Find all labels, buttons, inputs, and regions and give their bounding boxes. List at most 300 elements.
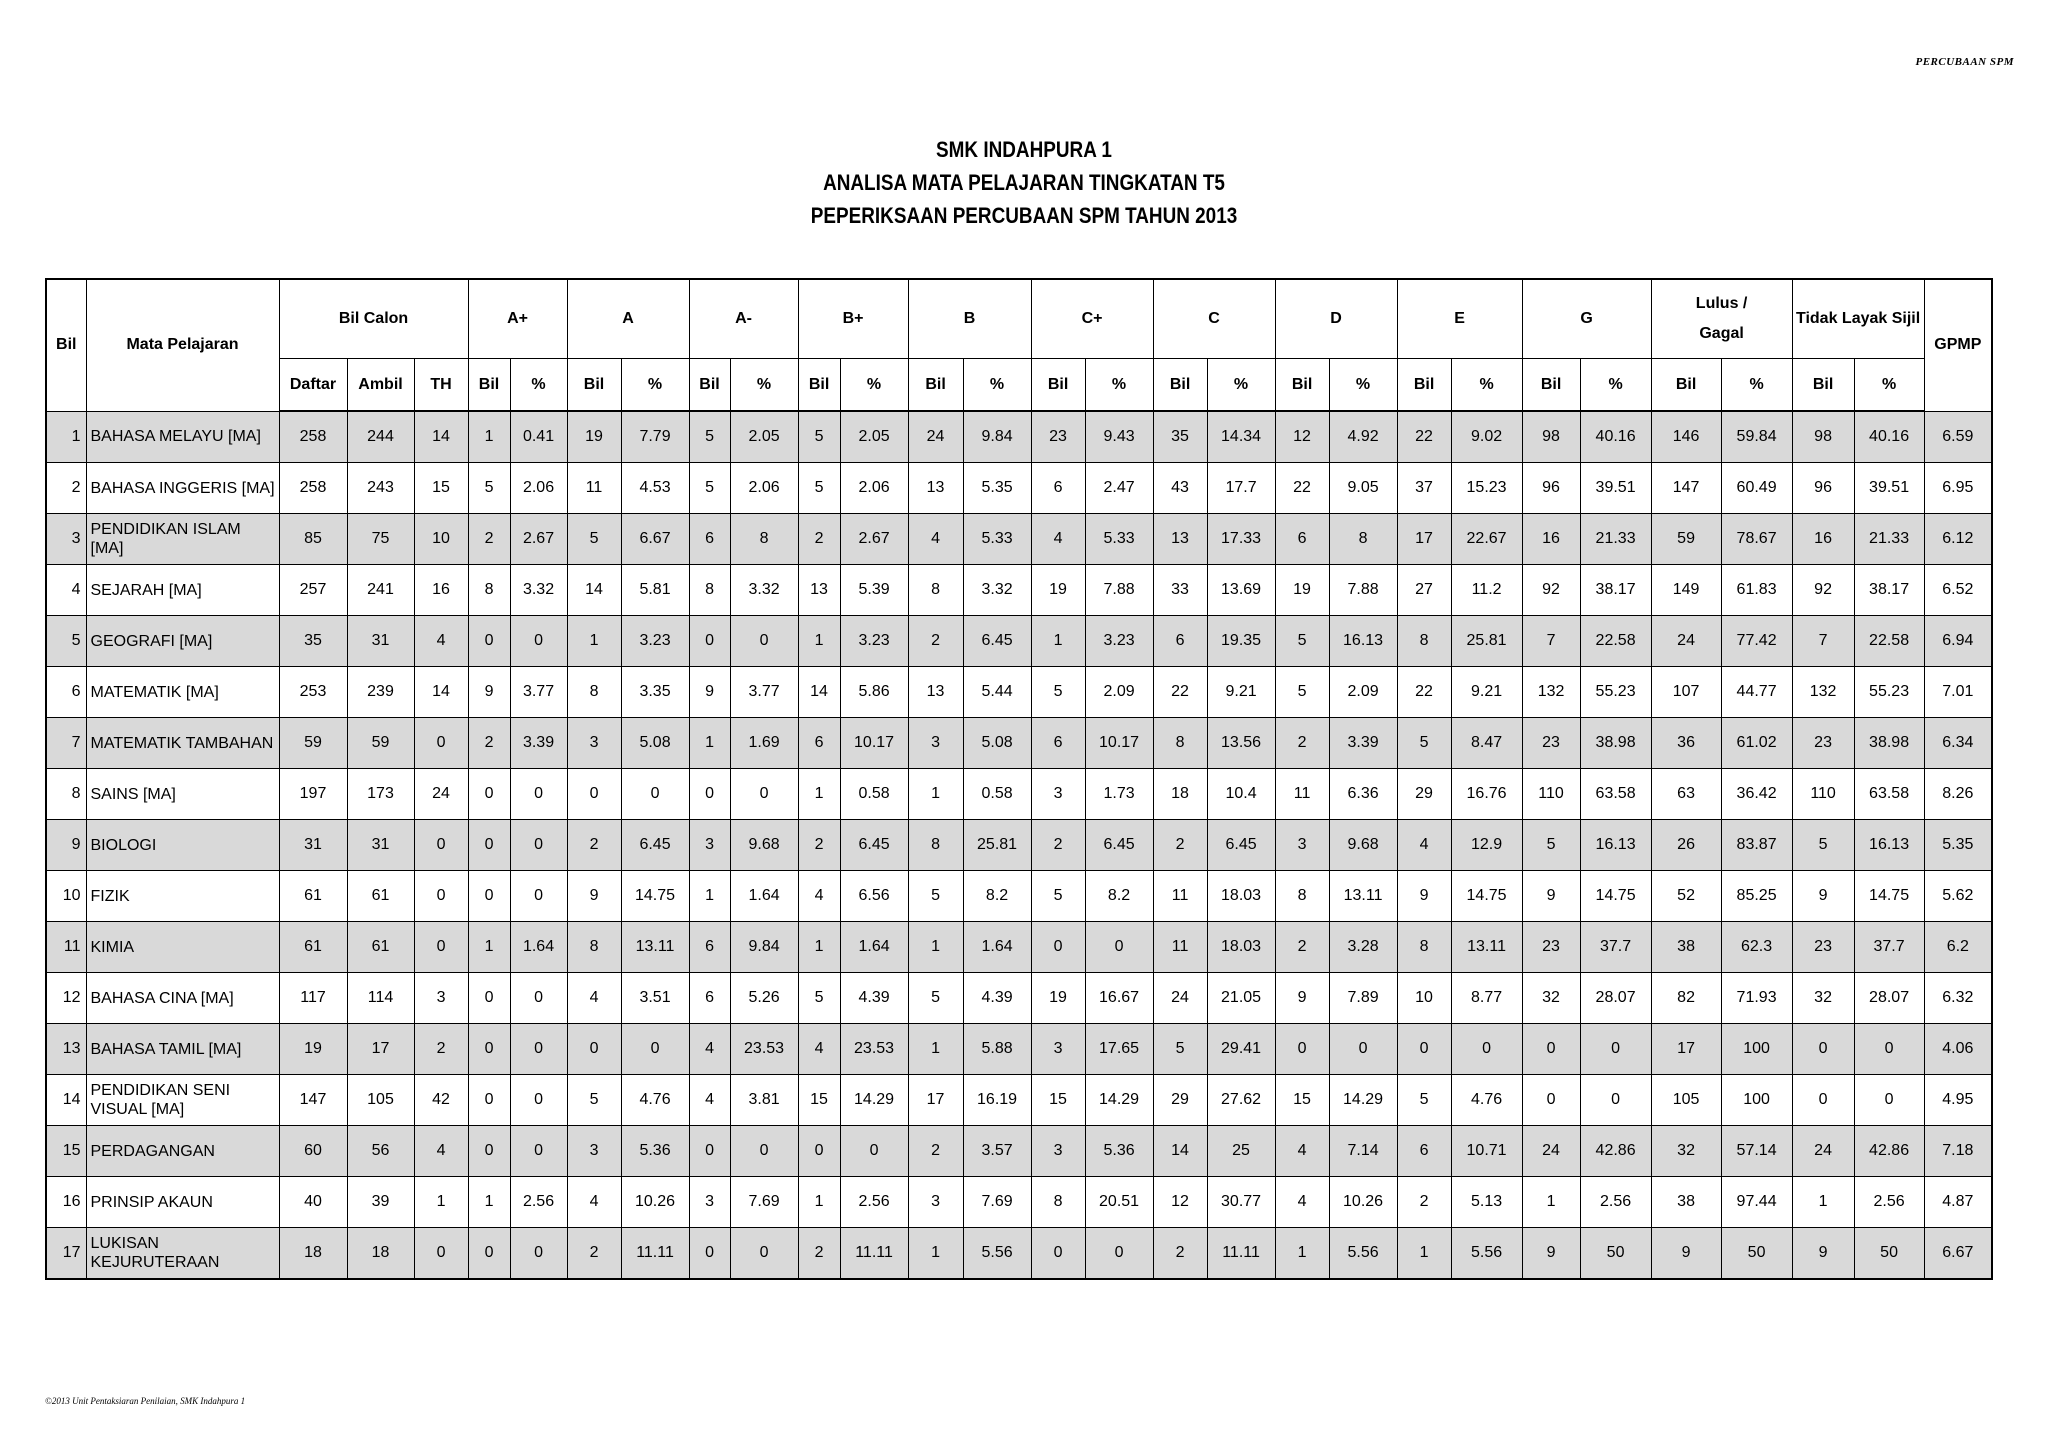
- value-cell: 3.23: [840, 616, 908, 667]
- value-cell: 13.56: [1207, 718, 1275, 769]
- value-cell: 6.45: [621, 820, 689, 871]
- value-cell: 32: [1792, 973, 1854, 1024]
- value-cell: 59: [347, 718, 414, 769]
- value-cell: 2.56: [840, 1177, 908, 1228]
- value-cell: 5: [1397, 718, 1451, 769]
- gpmp-cell: 7.01: [1924, 667, 1992, 718]
- value-cell: 2: [1397, 1177, 1451, 1228]
- value-cell: 96: [1522, 463, 1580, 514]
- sub-pct-header: %: [1207, 359, 1275, 412]
- value-cell: 16: [414, 565, 468, 616]
- value-cell: 0: [1522, 1024, 1580, 1075]
- value-cell: 8: [1329, 514, 1397, 565]
- value-cell: 13.11: [1329, 871, 1397, 922]
- table-body: [46, 411, 1992, 1279]
- value-cell: 18.03: [1207, 871, 1275, 922]
- value-cell: 2: [1031, 820, 1085, 871]
- value-cell: 13: [908, 667, 963, 718]
- value-cell: 25: [1207, 1126, 1275, 1177]
- table-row: [46, 1075, 1992, 1126]
- value-cell: 0: [414, 871, 468, 922]
- value-cell: 110: [1792, 769, 1854, 820]
- value-cell: 71.93: [1721, 973, 1792, 1024]
- value-cell: 2.67: [840, 514, 908, 565]
- value-cell: 6: [1031, 718, 1085, 769]
- subject-name-cell: BAHASA MELAYU [MA]: [86, 411, 279, 463]
- value-cell: 0: [730, 1228, 798, 1280]
- value-cell: 257: [279, 565, 347, 616]
- value-cell: 6.45: [963, 616, 1031, 667]
- value-cell: 17: [1397, 514, 1451, 565]
- value-cell: 7.14: [1329, 1126, 1397, 1177]
- value-cell: 78.67: [1721, 514, 1792, 565]
- value-cell: 2: [1153, 820, 1207, 871]
- value-cell: 23: [1792, 718, 1854, 769]
- value-cell: 0: [510, 1024, 567, 1075]
- value-cell: 59.84: [1721, 411, 1792, 463]
- table-row: [46, 769, 1992, 820]
- grade-header: A: [567, 279, 689, 359]
- value-cell: 3.23: [621, 616, 689, 667]
- value-cell: 110: [1522, 769, 1580, 820]
- subject-name-cell: PERDAGANGAN: [86, 1126, 279, 1177]
- value-cell: 2.67: [510, 514, 567, 565]
- value-cell: 29.41: [1207, 1024, 1275, 1075]
- value-cell: 2.09: [1329, 667, 1397, 718]
- value-cell: 5.56: [963, 1228, 1031, 1280]
- value-cell: 52: [1651, 871, 1721, 922]
- value-cell: 19: [1031, 973, 1085, 1024]
- value-cell: 85.25: [1721, 871, 1792, 922]
- value-cell: 0: [1031, 1228, 1085, 1280]
- sub-pct-header: %: [730, 359, 798, 412]
- lulus-gagal-header: [1651, 279, 1792, 359]
- row-number-cell: 11: [46, 922, 86, 973]
- value-cell: 0: [468, 973, 510, 1024]
- value-cell: 5.56: [1451, 1228, 1522, 1280]
- value-cell: 14: [798, 667, 840, 718]
- value-cell: 2.06: [840, 463, 908, 514]
- sub-pct-header: %: [1085, 359, 1153, 412]
- value-cell: 14.29: [840, 1075, 908, 1126]
- value-cell: 1: [689, 871, 730, 922]
- value-cell: 43: [1153, 463, 1207, 514]
- gpmp-cell: 6.94: [1924, 616, 1992, 667]
- value-cell: 10: [414, 514, 468, 565]
- value-cell: 15: [798, 1075, 840, 1126]
- value-cell: 40: [279, 1177, 347, 1228]
- value-cell: 9: [567, 871, 621, 922]
- subject-name-cell: MATEMATIK [MA]: [86, 667, 279, 718]
- value-cell: 0: [510, 1075, 567, 1126]
- value-cell: 5: [798, 463, 840, 514]
- value-cell: 8: [468, 565, 510, 616]
- gpmp-cell: 4.95: [1924, 1075, 1992, 1126]
- value-cell: 36.42: [1721, 769, 1792, 820]
- value-cell: 62.3: [1721, 922, 1792, 973]
- value-cell: 42: [414, 1075, 468, 1126]
- value-cell: 32: [1522, 973, 1580, 1024]
- value-cell: 0: [1522, 1075, 1580, 1126]
- value-cell: 21.05: [1207, 973, 1275, 1024]
- ambil-header: Ambil: [347, 359, 414, 412]
- value-cell: 38.17: [1580, 565, 1651, 616]
- value-cell: 132: [1522, 667, 1580, 718]
- subject-name-cell: SAINS [MA]: [86, 769, 279, 820]
- value-cell: 11.2: [1451, 565, 1522, 616]
- value-cell: 239: [347, 667, 414, 718]
- value-cell: 31: [347, 820, 414, 871]
- value-cell: 0: [414, 718, 468, 769]
- value-cell: 60: [279, 1126, 347, 1177]
- value-cell: 4.76: [621, 1075, 689, 1126]
- bil-header: Bil: [46, 279, 86, 411]
- gpmp-cell: 6.67: [1924, 1228, 1992, 1280]
- value-cell: 18.03: [1207, 922, 1275, 973]
- value-cell: 9.68: [1329, 820, 1397, 871]
- value-cell: 16.67: [1085, 973, 1153, 1024]
- value-cell: 5: [798, 411, 840, 463]
- value-cell: 4: [1275, 1126, 1329, 1177]
- value-cell: 98: [1522, 411, 1580, 463]
- value-cell: 50: [1854, 1228, 1924, 1280]
- grade-header: A-: [689, 279, 798, 359]
- value-cell: 97.44: [1721, 1177, 1792, 1228]
- value-cell: 2.56: [1580, 1177, 1651, 1228]
- value-cell: 0: [510, 769, 567, 820]
- value-cell: 4: [908, 514, 963, 565]
- value-cell: 6: [689, 973, 730, 1024]
- value-cell: 39.51: [1580, 463, 1651, 514]
- value-cell: 2.06: [730, 463, 798, 514]
- table-row: [46, 616, 1992, 667]
- value-cell: 24: [1792, 1126, 1854, 1177]
- analysis-title: ANALISA MATA PELAJARAN TINGKATAN T5: [823, 170, 1225, 195]
- value-cell: 9: [1275, 973, 1329, 1024]
- value-cell: 114: [347, 973, 414, 1024]
- value-cell: 14: [567, 565, 621, 616]
- gpmp-cell: 6.59: [1924, 411, 1992, 463]
- value-cell: 8.2: [1085, 871, 1153, 922]
- value-cell: 253: [279, 667, 347, 718]
- value-cell: 0.41: [510, 411, 567, 463]
- value-cell: 4: [689, 1024, 730, 1075]
- value-cell: 17: [1651, 1024, 1721, 1075]
- value-cell: 258: [279, 411, 347, 463]
- value-cell: 14.75: [1854, 871, 1924, 922]
- value-cell: 61.02: [1721, 718, 1792, 769]
- value-cell: 12: [1275, 411, 1329, 463]
- value-cell: 14.75: [1580, 871, 1651, 922]
- value-cell: 2: [798, 514, 840, 565]
- table-row: [46, 667, 1992, 718]
- value-cell: 9.21: [1207, 667, 1275, 718]
- value-cell: 8: [567, 922, 621, 973]
- value-cell: 24: [414, 769, 468, 820]
- value-cell: 27: [1397, 565, 1451, 616]
- value-cell: 10.71: [1451, 1126, 1522, 1177]
- value-cell: 3: [689, 1177, 730, 1228]
- value-cell: 9: [1792, 1228, 1854, 1280]
- gpmp-cell: 6.34: [1924, 718, 1992, 769]
- value-cell: 2: [908, 1126, 963, 1177]
- value-cell: 7.88: [1085, 565, 1153, 616]
- value-cell: 5: [908, 871, 963, 922]
- subject-name-cell: BAHASA TAMIL [MA]: [86, 1024, 279, 1075]
- value-cell: 7.69: [963, 1177, 1031, 1228]
- value-cell: 0: [510, 820, 567, 871]
- grade-header: E: [1397, 279, 1522, 359]
- row-number-cell: 7: [46, 718, 86, 769]
- value-cell: 5.39: [840, 565, 908, 616]
- value-cell: 4.53: [621, 463, 689, 514]
- value-cell: 23.53: [840, 1024, 908, 1075]
- value-cell: 12: [1153, 1177, 1207, 1228]
- value-cell: 0: [468, 1024, 510, 1075]
- school-title: SMK INDAHPURA 1: [936, 137, 1112, 162]
- value-cell: 37: [1397, 463, 1451, 514]
- value-cell: 5: [689, 411, 730, 463]
- value-cell: 5.81: [621, 565, 689, 616]
- row-number-cell: 1: [46, 411, 86, 463]
- subject-name-cell: SEJARAH [MA]: [86, 565, 279, 616]
- value-cell: 5: [1792, 820, 1854, 871]
- value-cell: 1: [1397, 1228, 1451, 1280]
- value-cell: 0: [414, 820, 468, 871]
- value-cell: 17: [908, 1075, 963, 1126]
- value-cell: 63.58: [1580, 769, 1651, 820]
- row-number-cell: 8: [46, 769, 86, 820]
- gpmp-cell: 5.62: [1924, 871, 1992, 922]
- value-cell: 4: [1275, 1177, 1329, 1228]
- table-row: [46, 463, 1992, 514]
- gpmp-cell: 6.2: [1924, 922, 1992, 973]
- value-cell: 0: [1031, 922, 1085, 973]
- value-cell: 3.23: [1085, 616, 1153, 667]
- value-cell: 5: [1275, 667, 1329, 718]
- sub-pct-header: %: [1580, 359, 1651, 412]
- value-cell: 42.86: [1854, 1126, 1924, 1177]
- table-row: [46, 871, 1992, 922]
- table-header: [46, 279, 1992, 411]
- value-cell: 0: [730, 616, 798, 667]
- daftar-header: Daftar: [279, 359, 347, 412]
- value-cell: 5.26: [730, 973, 798, 1024]
- value-cell: 5: [1031, 667, 1085, 718]
- value-cell: 14.29: [1085, 1075, 1153, 1126]
- value-cell: 3: [689, 820, 730, 871]
- value-cell: 0: [468, 1126, 510, 1177]
- value-cell: 11: [1153, 871, 1207, 922]
- table-row: [46, 565, 1992, 616]
- value-cell: 173: [347, 769, 414, 820]
- subject-name-cell: BAHASA CINA [MA]: [86, 973, 279, 1024]
- value-cell: 0: [1854, 1024, 1924, 1075]
- value-cell: 2: [468, 514, 510, 565]
- value-cell: 5.56: [1329, 1228, 1397, 1280]
- value-cell: 6.45: [1085, 820, 1153, 871]
- value-cell: 7.79: [621, 411, 689, 463]
- value-cell: 8: [908, 820, 963, 871]
- value-cell: 55.23: [1580, 667, 1651, 718]
- subject-name-cell: PENDIDIKAN ISLAM [MA]: [86, 514, 279, 565]
- value-cell: 17.7: [1207, 463, 1275, 514]
- value-cell: 7: [1792, 616, 1854, 667]
- value-cell: 6.45: [840, 820, 908, 871]
- value-cell: 0: [621, 769, 689, 820]
- value-cell: 3: [1275, 820, 1329, 871]
- value-cell: 29: [1153, 1075, 1207, 1126]
- value-cell: 0: [510, 1126, 567, 1177]
- table-row: [46, 1228, 1992, 1280]
- subject-header: Mata Pelajaran: [86, 279, 279, 411]
- value-cell: 9: [1792, 871, 1854, 922]
- gpmp-cell: 6.12: [1924, 514, 1992, 565]
- value-cell: 1: [1031, 616, 1085, 667]
- value-cell: 5: [1031, 871, 1085, 922]
- value-cell: 11: [1153, 922, 1207, 973]
- value-cell: 105: [347, 1075, 414, 1126]
- value-cell: 3.28: [1329, 922, 1397, 973]
- value-cell: 0: [1854, 1075, 1924, 1126]
- value-cell: 13.11: [621, 922, 689, 973]
- grade-header: C+: [1031, 279, 1153, 359]
- value-cell: 3: [908, 718, 963, 769]
- value-cell: 1: [908, 1024, 963, 1075]
- value-cell: 9.84: [963, 411, 1031, 463]
- value-cell: 61.83: [1721, 565, 1792, 616]
- sub-pct-header: %: [510, 359, 567, 412]
- value-cell: 2.56: [510, 1177, 567, 1228]
- value-cell: 37.7: [1854, 922, 1924, 973]
- value-cell: 23.53: [730, 1024, 798, 1075]
- value-cell: 2.06: [510, 463, 567, 514]
- value-cell: 61: [347, 922, 414, 973]
- exam-title: PEPERIKSAAN PERCUBAAN SPM TAHUN 2013: [810, 203, 1238, 228]
- value-cell: 1: [1275, 1228, 1329, 1280]
- value-cell: 98: [1792, 411, 1854, 463]
- table-row: [46, 514, 1992, 565]
- value-cell: 19: [279, 1024, 347, 1075]
- value-cell: 3: [567, 718, 621, 769]
- value-cell: 3: [908, 1177, 963, 1228]
- value-cell: 6: [1031, 463, 1085, 514]
- value-cell: 3: [1031, 1024, 1085, 1075]
- value-cell: 1: [798, 616, 840, 667]
- value-cell: 0: [621, 1024, 689, 1075]
- value-cell: 5: [468, 463, 510, 514]
- value-cell: 197: [279, 769, 347, 820]
- value-cell: 56: [347, 1126, 414, 1177]
- sub-bil-header: Bil: [1397, 359, 1451, 412]
- value-cell: 18: [347, 1228, 414, 1280]
- value-cell: 4: [1031, 514, 1085, 565]
- value-cell: 5: [1522, 820, 1580, 871]
- value-cell: 11: [567, 463, 621, 514]
- value-cell: 146: [1651, 411, 1721, 463]
- value-cell: 0: [689, 1126, 730, 1177]
- value-cell: 1: [1522, 1177, 1580, 1228]
- value-cell: 5.33: [1085, 514, 1153, 565]
- value-cell: 14.75: [1451, 871, 1522, 922]
- value-cell: 1: [468, 411, 510, 463]
- value-cell: 22: [1153, 667, 1207, 718]
- value-cell: 0: [730, 769, 798, 820]
- value-cell: 5.08: [621, 718, 689, 769]
- tidak-layak-header: Tidak Layak Sijil: [1792, 279, 1924, 359]
- subject-name-cell: MATEMATIK TAMBAHAN: [86, 718, 279, 769]
- gpmp-cell: 8.26: [1924, 769, 1992, 820]
- value-cell: 4: [689, 1075, 730, 1126]
- value-cell: 61: [347, 871, 414, 922]
- value-cell: 8: [689, 565, 730, 616]
- value-cell: 82: [1651, 973, 1721, 1024]
- row-number-cell: 9: [46, 820, 86, 871]
- value-cell: 1: [798, 922, 840, 973]
- value-cell: 0: [510, 871, 567, 922]
- value-cell: 0: [1275, 1024, 1329, 1075]
- value-cell: 14.75: [621, 871, 689, 922]
- value-cell: 8: [908, 565, 963, 616]
- sub-pct-header: %: [1721, 359, 1792, 412]
- row-number-cell: 2: [46, 463, 86, 514]
- value-cell: 3: [1031, 769, 1085, 820]
- value-cell: 0: [730, 1126, 798, 1177]
- value-cell: 38: [1651, 1177, 1721, 1228]
- value-cell: 10.17: [1085, 718, 1153, 769]
- value-cell: 27.62: [1207, 1075, 1275, 1126]
- value-cell: 258: [279, 463, 347, 514]
- value-cell: 6: [798, 718, 840, 769]
- value-cell: 8.47: [1451, 718, 1522, 769]
- value-cell: 7: [1522, 616, 1580, 667]
- value-cell: 107: [1651, 667, 1721, 718]
- value-cell: 18: [279, 1228, 347, 1280]
- value-cell: 100: [1721, 1075, 1792, 1126]
- grade-header: A+: [468, 279, 567, 359]
- value-cell: 11: [1275, 769, 1329, 820]
- value-cell: 0: [1085, 922, 1153, 973]
- footer-copyright: ©2013 Unit Pentaksiaran Penilaian, SMK Indahpura 1: [45, 1396, 246, 1406]
- value-cell: 40.16: [1580, 411, 1651, 463]
- sub-bil-header: Bil: [468, 359, 510, 412]
- sub-bil-header: Bil: [798, 359, 840, 412]
- subject-name-cell: BIOLOGI: [86, 820, 279, 871]
- value-cell: 5: [1397, 1075, 1451, 1126]
- value-cell: 1.64: [840, 922, 908, 973]
- value-cell: 92: [1522, 565, 1580, 616]
- sub-bil-header: Bil: [1031, 359, 1085, 412]
- value-cell: 25.81: [963, 820, 1031, 871]
- value-cell: 13: [1153, 514, 1207, 565]
- value-cell: 40.16: [1854, 411, 1924, 463]
- value-cell: 1: [468, 922, 510, 973]
- row-number-cell: 3: [46, 514, 86, 565]
- sub-bil-header: Bil: [567, 359, 621, 412]
- row-number-cell: 14: [46, 1075, 86, 1126]
- value-cell: 44.77: [1721, 667, 1792, 718]
- row-number-cell: 6: [46, 667, 86, 718]
- table-row: [46, 922, 1992, 973]
- value-cell: 25.81: [1451, 616, 1522, 667]
- value-cell: 13.69: [1207, 565, 1275, 616]
- row-number-cell: 13: [46, 1024, 86, 1075]
- gpmp-header: GPMP: [1924, 279, 1992, 411]
- table-row: [46, 1024, 1992, 1075]
- value-cell: 244: [347, 411, 414, 463]
- value-cell: 10: [1397, 973, 1451, 1024]
- value-cell: 0: [798, 1126, 840, 1177]
